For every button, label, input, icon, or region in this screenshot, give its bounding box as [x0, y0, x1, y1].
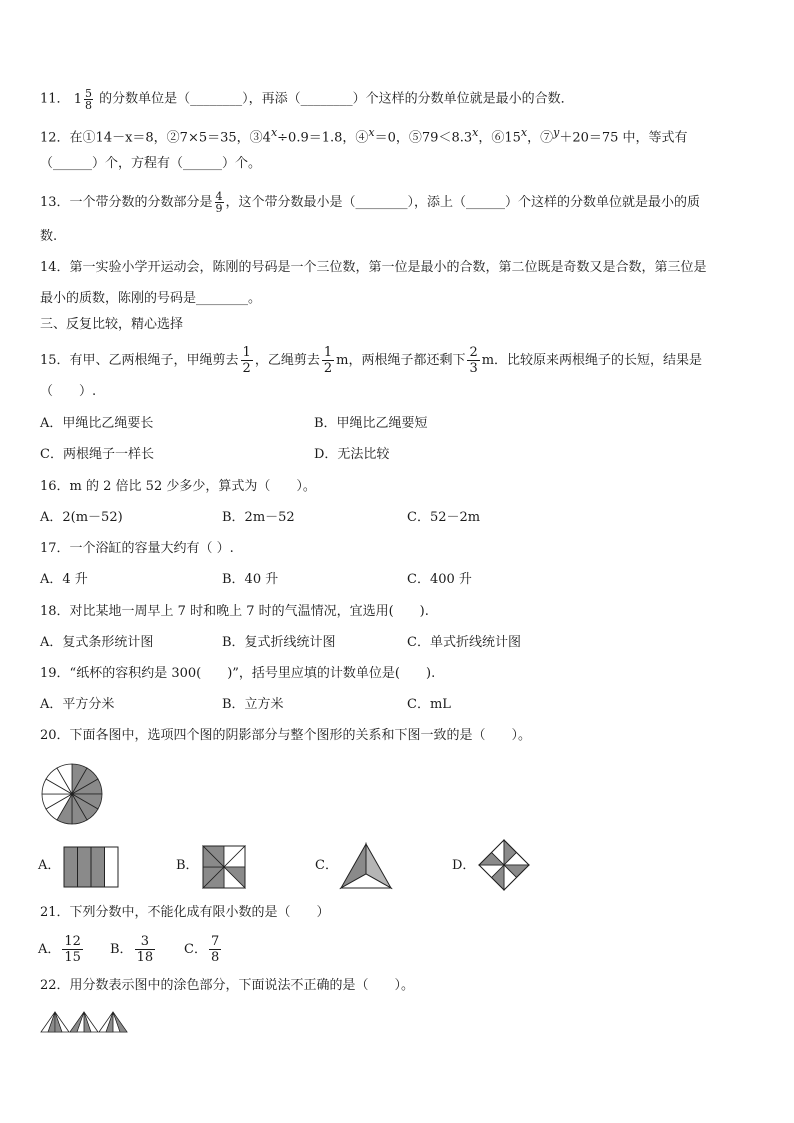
question-16: 16．m 的 2 倍比 52 少多少，算式为（ ）。	[40, 479, 316, 494]
question-14-line1: 14．第一实验小学开运动会，陈刚的号码是一个三位数，第一位是最小的合数，第二位既是奇数又是合数，第三位是	[40, 260, 707, 275]
question-18: 18．对比某地一周早上 7 时和晚上 7 时的气温情况，宜选用( ).	[40, 604, 429, 619]
q20-option-c-figure[interactable]	[339, 842, 393, 890]
q17-option-b[interactable]: B．40 升	[222, 572, 279, 587]
question-20: 20．下面各图中，选项四个图的阴影部分与整个图形的关系和下图一致的是（ ）。	[40, 728, 532, 743]
q19-option-a[interactable]: A．平方分米	[40, 697, 115, 712]
q13-fraction: $\frac{4}{9}$	[215, 190, 223, 215]
q19-option-c[interactable]: C．mL	[407, 697, 451, 712]
q19-option-b[interactable]: B．立方米	[222, 697, 284, 712]
q21-option-c[interactable]: C． $\frac{7}{8}$	[184, 934, 220, 965]
q15-option-b[interactable]: B．甲绳比乙绳要短	[314, 416, 428, 431]
q18-option-a[interactable]: A．复式条形统计图	[40, 635, 154, 650]
q20-option-d-label[interactable]: D．	[452, 858, 476, 873]
question-13-line2: 数.	[40, 229, 58, 244]
q15-option-d[interactable]: D．无法比较	[314, 447, 390, 462]
section-heading: 三、反复比较，精心选择	[40, 317, 184, 332]
q15-option-c[interactable]: C．两根绳子一样长	[40, 447, 154, 462]
question-11: 11． 1 5 8 的分数单位是（________），再添（________）个这样的分数单位就是最小的合数．	[40, 87, 574, 112]
question-15-line2: （ ）.	[40, 384, 97, 399]
q21-option-a[interactable]: A． $\frac{12}{15}$	[38, 934, 81, 965]
q11-mixed-number: 1 5 8	[73, 87, 92, 112]
q16-option-c[interactable]: C．52－2m	[407, 510, 481, 525]
question-12-line1: 12．在①14－x＝8，②7×5＝35，$③4^x\div 0.9=1.8$，④$^x$＝0，$⑤79<8.3^x$，⑥15$^x$，⑦$^y$＋20＝75 中，等式有	[40, 126, 688, 146]
q22-triangles-figure	[40, 1010, 128, 1034]
question-21: 21．下列分数中，不能化成有限小数的是（ ）	[40, 905, 330, 920]
q18-option-c[interactable]: C．单式折线统计图	[407, 635, 521, 650]
question-15-line1: 15．有甲、乙两根绳子，甲绳剪去 $\frac{1}{2}$ ，乙绳剪去 $\frac{1}{2}$ m，两根绳子都还剩下 $\frac{2}{3}$ m．比较原来两根绳子的长短，结果是	[40, 345, 703, 376]
q17-option-c[interactable]: C．400 升	[407, 572, 472, 587]
question-13-line1: 13．一个带分数的分数部分是 $\frac{4}{9}$ ，这个带分数最小是（________），添上（______）个这样的分数单位就是最小的质	[40, 190, 701, 215]
q11-number: 11．	[40, 91, 70, 107]
q20-reference-circle	[40, 762, 104, 826]
question-19: 19．“纸杯的容积约是 300( )”，括号里应填的计数单位是( ).	[40, 666, 436, 681]
q20-option-d-figure[interactable]	[477, 838, 531, 892]
q21-option-b[interactable]: B． $\frac{3}{18}$	[110, 934, 154, 965]
question-17: 17．一个浴缸的容量大约有（ ）.	[40, 541, 234, 556]
q20-option-a-figure[interactable]	[63, 846, 119, 888]
question-12-line2: （______）个，方程有（______）个。	[40, 156, 262, 171]
q18-option-b[interactable]: B．复式折线统计图	[222, 635, 336, 650]
q15-option-a[interactable]: A．甲绳比乙绳要长	[40, 416, 154, 431]
question-22: 22．用分数表示图中的涂色部分，下面说法不正确的是（ ）。	[40, 978, 415, 993]
q20-option-a-label[interactable]: A．	[38, 858, 61, 873]
q16-option-b[interactable]: B．2m－52	[222, 510, 295, 525]
question-14-line2: 最小的质数，陈刚的号码是________。	[40, 291, 262, 306]
q20-option-c-label[interactable]: C．	[315, 858, 338, 873]
q20-option-b-figure[interactable]	[202, 845, 246, 889]
q17-option-a[interactable]: A．4 升	[40, 572, 88, 587]
q16-option-a[interactable]: A．2(m－52)	[40, 510, 123, 525]
q20-option-b-label[interactable]: B．	[176, 858, 199, 873]
